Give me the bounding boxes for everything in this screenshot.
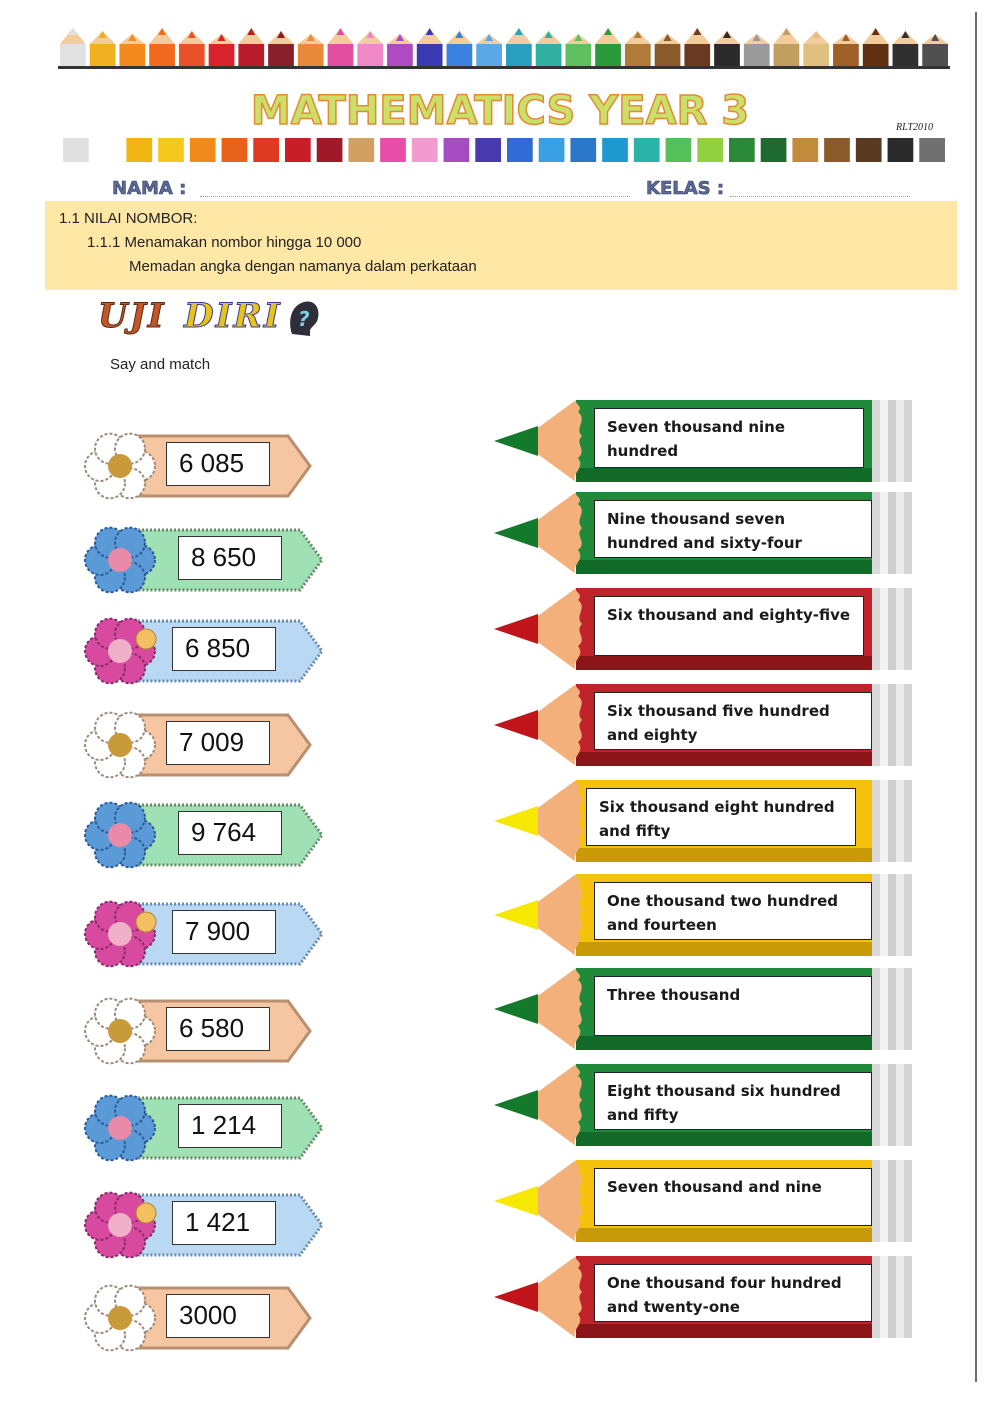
word-answer-box: Seven thousand and nine xyxy=(594,1168,872,1226)
nama-label: NAMA : xyxy=(112,178,187,199)
word-answer-box: Nine thousand seven hundred and sixty-four xyxy=(594,500,872,558)
right-margin-line xyxy=(975,12,977,1382)
word-answer-box: Seven thousand nine hundred xyxy=(594,408,864,468)
objective-heading: 1.1 NILAI NOMBOR: xyxy=(59,210,198,227)
learning-objective-box xyxy=(45,201,957,290)
number-value: 6 085 xyxy=(166,442,270,486)
number-tag[interactable] xyxy=(80,1187,330,1263)
word-answer-box: Six thousand and eighty-five xyxy=(594,596,864,656)
pencil-answer[interactable] xyxy=(490,1158,930,1244)
number-tag[interactable] xyxy=(80,896,330,972)
pencil-answer[interactable] xyxy=(490,398,930,484)
color-bar-decoration xyxy=(60,138,948,162)
number-value: 6 580 xyxy=(166,1007,270,1051)
uji-word: UJI xyxy=(98,296,166,336)
worksheet-code: RLT2010 xyxy=(896,122,934,133)
diri-word: DIRI xyxy=(184,296,282,336)
number-value: 6 850 xyxy=(172,627,276,671)
number-tag[interactable] xyxy=(80,993,330,1069)
word-answer-box: Six thousand eight hundred and fifty xyxy=(586,788,856,846)
word-answer-box: One thousand two hundred and fourteen xyxy=(594,882,872,940)
pencil-answer[interactable] xyxy=(490,966,930,1052)
word-answer-box: Eight thousand six hundred and fifty xyxy=(594,1072,872,1130)
pencil-answer[interactable] xyxy=(490,490,930,576)
pencil-answer[interactable] xyxy=(490,872,930,958)
pencil-border-decoration xyxy=(58,22,950,72)
objective-description: Memadan angka dengan namanya dalam perkataan xyxy=(129,258,477,275)
number-value: 7 009 xyxy=(166,721,270,765)
kelas-field[interactable] xyxy=(730,196,910,197)
number-tag[interactable] xyxy=(80,707,330,783)
svg-text:?: ? xyxy=(298,307,312,331)
uji-diri-logo xyxy=(98,296,320,336)
number-value: 3000 xyxy=(166,1294,270,1338)
number-tag[interactable] xyxy=(80,1280,330,1356)
number-value: 9 764 xyxy=(178,811,282,855)
kelas-label: KELAS : xyxy=(646,178,725,199)
word-answer-box: Three thousand xyxy=(594,976,872,1036)
number-value: 7 900 xyxy=(172,910,276,954)
word-answer-box: Six thousand five hundred and eighty xyxy=(594,692,872,750)
number-tag[interactable] xyxy=(80,797,330,873)
pencil-answer[interactable] xyxy=(490,1254,930,1340)
pencil-answer[interactable] xyxy=(490,586,930,672)
number-value: 1 421 xyxy=(172,1201,276,1245)
number-tag[interactable] xyxy=(80,522,330,598)
page-title: MATHEMATICS YEAR 3 xyxy=(250,88,750,134)
question-head-icon xyxy=(286,298,320,336)
number-tag[interactable] xyxy=(80,613,330,689)
instruction-text: Say and match xyxy=(110,356,211,373)
word-answer-box: One thousand four hundred and twenty-one xyxy=(594,1264,872,1322)
pencil-answer[interactable] xyxy=(490,778,930,864)
header-rule xyxy=(58,66,950,69)
nama-field[interactable] xyxy=(200,196,630,197)
pencil-answer[interactable] xyxy=(490,682,930,768)
number-tag[interactable] xyxy=(80,428,330,504)
number-value: 1 214 xyxy=(178,1104,282,1148)
pencil-answer[interactable] xyxy=(490,1062,930,1148)
objective-standard: 1.1.1 Menamakan nombor hingga 10 000 xyxy=(87,234,362,251)
number-value: 8 650 xyxy=(178,536,282,580)
number-tag[interactable] xyxy=(80,1090,330,1166)
